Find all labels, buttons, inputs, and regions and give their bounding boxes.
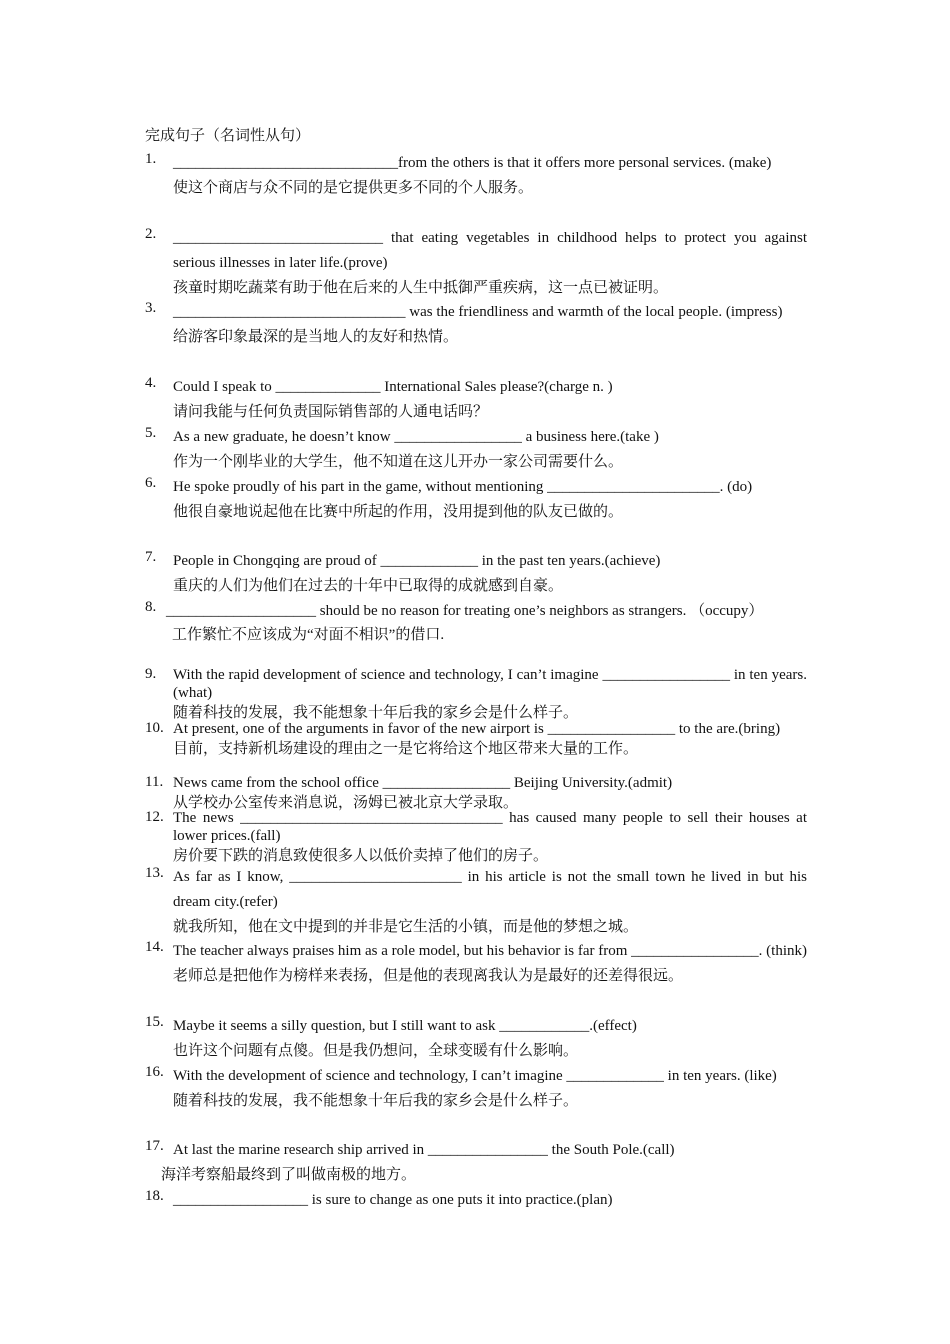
item-number: 3. [145, 300, 157, 316]
chinese-translation: 老师总是把他作为榜样来表扬，但是他的表现离我认为是最好的还差得很远。 [173, 968, 684, 984]
chinese-translation: 他很自豪地说起他在比赛中所起的作用，没用提到他的队友已做的。 [173, 504, 624, 520]
chinese-translation: 目前，支持新机场建设的理由之一是它将给这个地区带来大量的工作。 [173, 741, 639, 757]
exercise-item-4 [145, 375, 807, 425]
english-sentence: As a new graduate, he doesn’t know _________________ a business here.(take ) [173, 429, 659, 445]
chinese-translation: 工作繁忙不应该成为“对面不相识”的借口. [172, 627, 445, 643]
item-number: 12. [145, 809, 164, 825]
english-sentence: ______________________________from the others is that it offers more personal services. (make) [173, 155, 772, 171]
english-sentence: With the development of science and technology, I can’t imagine _____________ in ten years. (like) [173, 1068, 777, 1084]
english-sentence: The news ___________________________________ has caused many people to sell their houses at lower prices.(fall) [173, 810, 807, 844]
exercise-item-16 [145, 1064, 807, 1114]
english-sentence: Could I speak to ______________ International Sales please?(charge n. ) [173, 379, 613, 395]
chinese-translation: 也许这个问题有点傻。但是我仍想问，全球变暖有什么影响。 [173, 1043, 579, 1059]
page-heading: 完成句子（名词性从句） [145, 128, 311, 144]
item-number: 14. [145, 939, 164, 955]
exercise-item-18 [145, 1188, 807, 1213]
item-number: 11. [145, 774, 164, 790]
english-sentence: At last the marine research ship arrived in ________________ the South Pole.(call) [173, 1142, 675, 1158]
item-number: 6. [145, 475, 157, 491]
exercise-item-6 [145, 475, 807, 525]
exercise-item-3 [145, 300, 807, 350]
chinese-translation: 随着科技的发展，我不能想象十年后我的家乡会是什么样子。 [173, 1093, 579, 1109]
item-number: 16. [145, 1064, 164, 1080]
english-sentence: ____________________________ that eating vegetables in childhood helps to protect you against serious illnesses in later life.(prove) [173, 230, 807, 271]
item-number: 10. [145, 720, 164, 736]
item-number: 17. [145, 1138, 164, 1154]
exercise-item-14 [145, 939, 807, 989]
english-sentence: News came from the school office _________________ Beijing University.(admit) [173, 775, 673, 791]
chinese-translation: 从学校办公室传来消息说，汤姆已被北京大学录取。 [173, 795, 519, 811]
english-sentence: ____________________ should be no reason for treating one’s neighbors as strangers. （occupy） [166, 603, 764, 619]
exercise-item-1 [145, 151, 807, 201]
english-sentence: People in Chongqing are proud of _____________ in the past ten years.(achieve) [173, 553, 661, 569]
exercise-item-17 [145, 1138, 807, 1188]
english-sentence: __________________ is sure to change as one puts it into practice.(plan) [173, 1192, 613, 1208]
exercise-item-13 [145, 865, 807, 940]
english-sentence: As far as I know, _______________________ in his article is not the small town he lived in but his dream city.(refer) [173, 869, 807, 910]
item-number: 15. [145, 1014, 164, 1030]
item-number: 2. [145, 226, 157, 242]
english-sentence: Maybe it seems a silly question, but I still want to ask ____________.(effect) [173, 1018, 637, 1034]
english-sentence: With the rapid development of science and technology, I can’t imagine _________________ in ten years.(what) [173, 667, 807, 701]
item-number: 13. [145, 865, 164, 881]
item-number: 1. [145, 151, 157, 167]
chinese-translation: 就我所知，他在文中提到的并非是它生活的小镇，而是他的梦想之城。 [173, 919, 639, 935]
chinese-translation: 请问我能与任何负责国际销售部的人通电话吗？ [173, 404, 489, 420]
exercise-item-7 [145, 549, 807, 599]
english-sentence: He spoke proudly of his part in the game, without mentioning _______________________. (do) [173, 479, 753, 495]
item-number: 9. [145, 666, 157, 682]
exercise-item-12 [145, 809, 807, 865]
chinese-translation: 重庆的人们为他们在过去的十年中已取得的成就感到自豪。 [173, 578, 564, 594]
item-number: 8. [145, 599, 157, 615]
english-sentence: The teacher always praises him as a role model, but his behavior is far from _________________. (think) [173, 943, 808, 959]
exercise-item-10 [145, 720, 807, 758]
chinese-translation: 给游客印象最深的是当地人的友好和热情。 [173, 329, 459, 345]
chinese-translation: 海洋考察船最终到了叫做南极的地方。 [161, 1167, 417, 1183]
exercise-item-8 [145, 599, 807, 644]
item-number: 5. [145, 425, 157, 441]
english-sentence: At present, one of the arguments in favor of the new airport is _________________ to the are.(bring) [173, 721, 781, 737]
exercise-item-11 [145, 774, 807, 812]
exercise-item-15 [145, 1014, 807, 1064]
chinese-translation: 孩童时期吃蔬菜有助于他在后来的人生中抵御严重疾病，这一点已被证明。 [173, 280, 669, 296]
chinese-translation: 房价要下跌的消息致使很多人以低价卖掉了他们的房子。 [173, 848, 549, 864]
exercise-item-2 [145, 226, 807, 301]
item-number: 18. [145, 1188, 164, 1204]
english-sentence: _______________________________ was the friendliness and warmth of the local people. (impress) [173, 304, 783, 320]
item-number: 4. [145, 375, 157, 391]
exercise-item-5 [145, 425, 807, 475]
item-number: 7. [145, 549, 157, 565]
chinese-translation: 随着科技的发展，我不能想象十年后我的家乡会是什么样子。 [173, 705, 579, 721]
exercise-item-9 [145, 666, 807, 722]
chinese-translation: 使这个商店与众不同的是它提供更多不同的个人服务。 [173, 180, 534, 196]
chinese-translation: 作为一个刚毕业的大学生，他不知道在这儿开办一家公司需要什么。 [173, 454, 624, 470]
